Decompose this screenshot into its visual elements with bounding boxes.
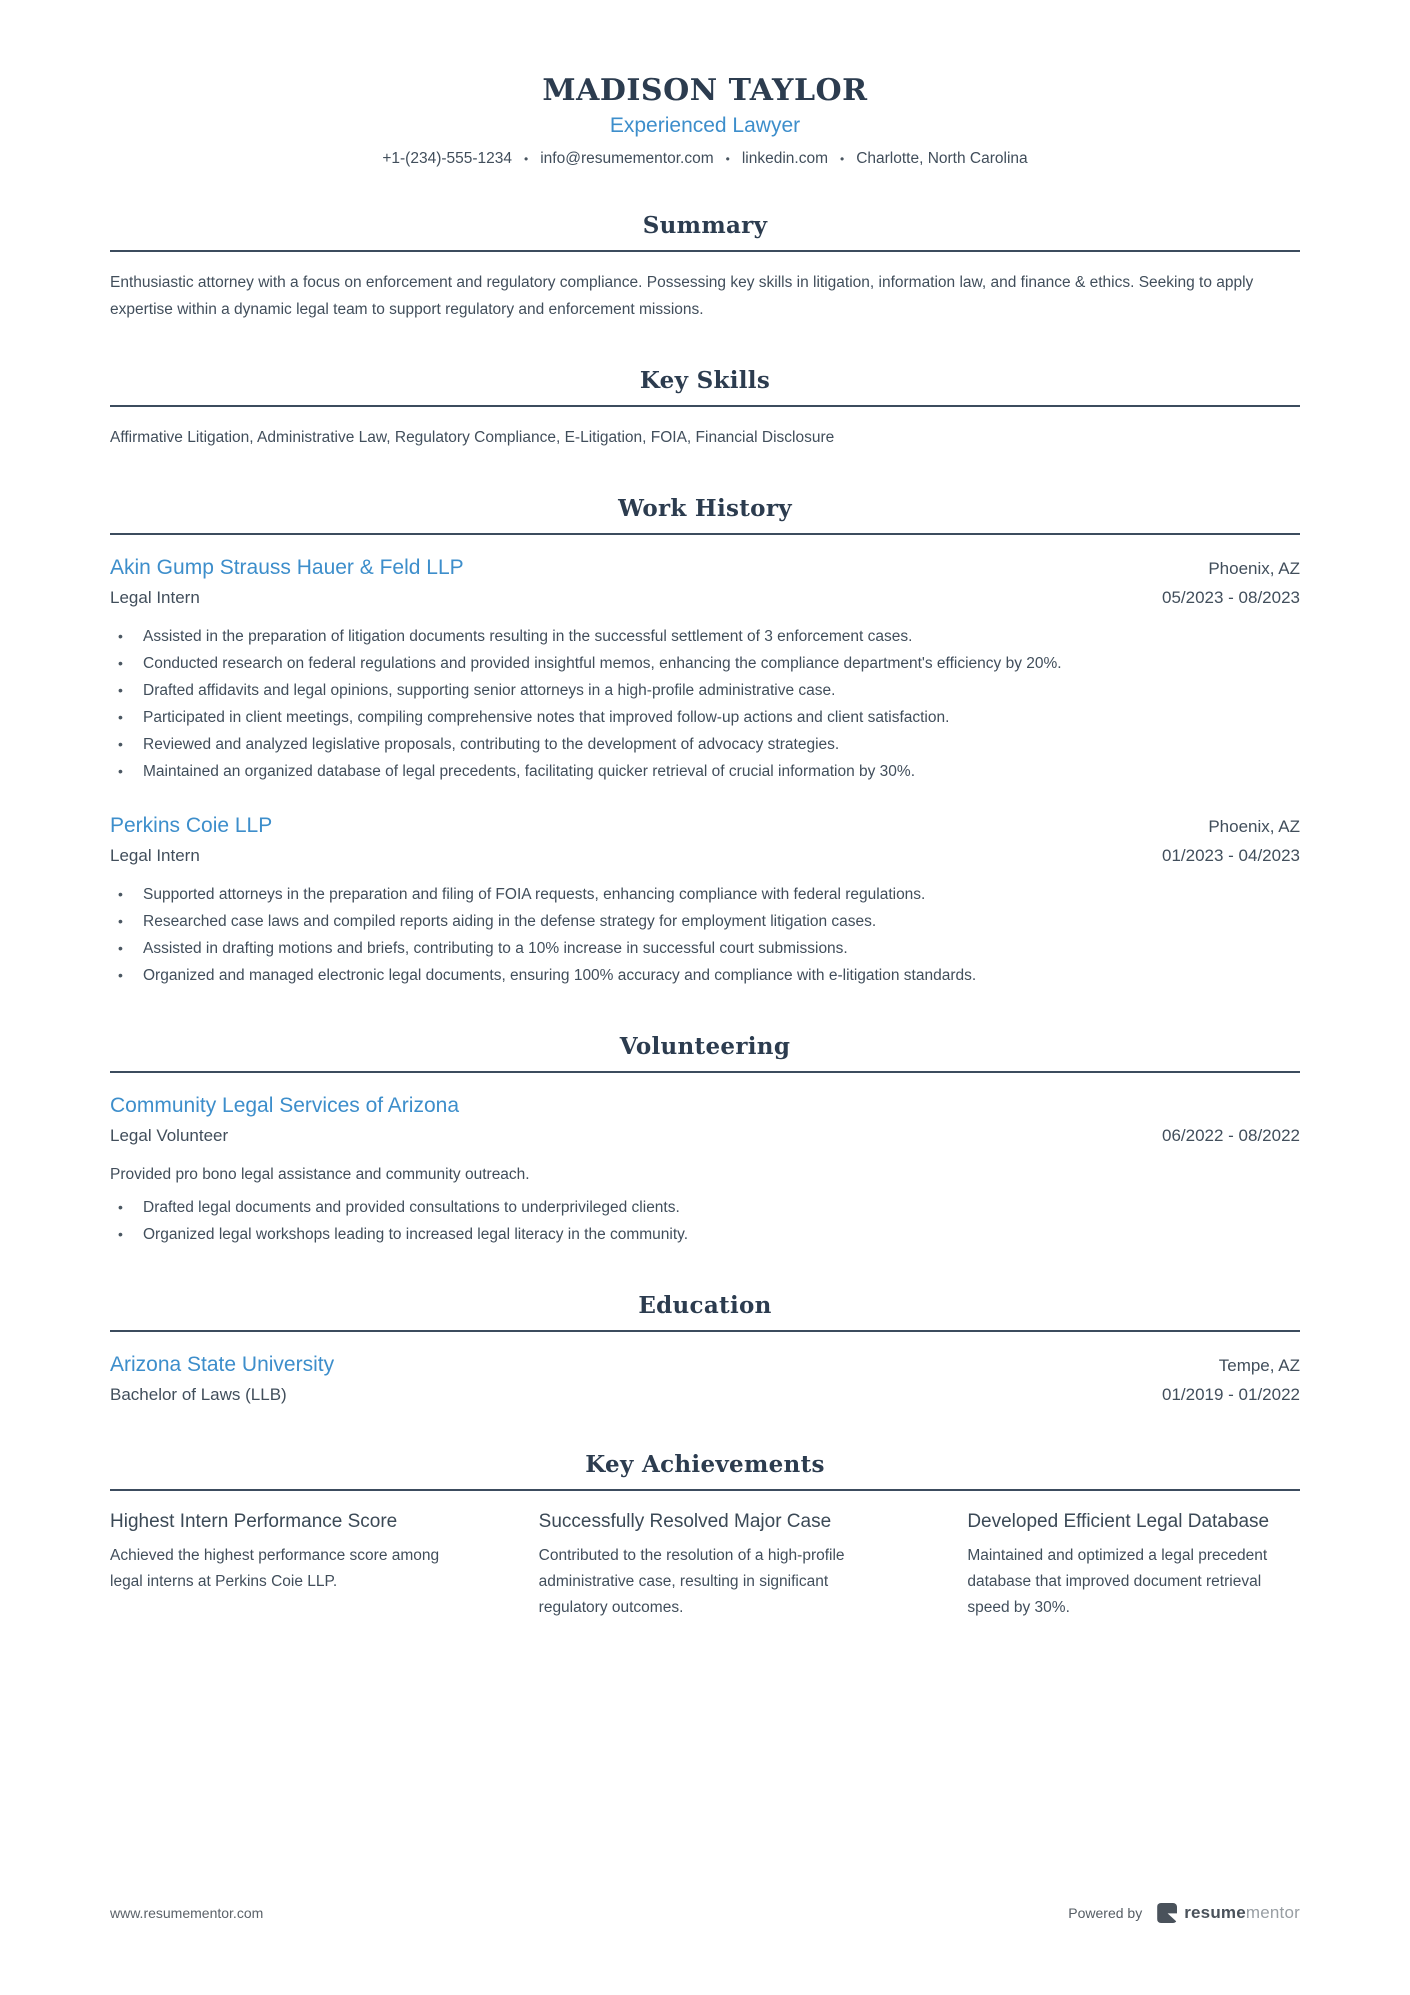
job-dates: 05/2023 - 08/2023 [1161, 588, 1300, 607]
section-divider [110, 1330, 1300, 1332]
bullet-item: • Drafted affidavits and legal opinions, supporting senior attorneys in a high-profile administrative case. [110, 677, 1300, 704]
achievement-title: Developed Efficient Legal Database [967, 1511, 1270, 1532]
linkedin-link: linkedin.com [741, 150, 828, 167]
job-location: Phoenix, AZ [1208, 817, 1300, 836]
job-location: Phoenix, AZ [1208, 559, 1300, 578]
bullet-item: • Conducted research on federal regulations and provided insightful memos, enhancing the compliance department's efficiency by 20%. [110, 650, 1300, 677]
degree-name: Bachelor of Laws (LLB) [110, 1385, 287, 1404]
page-footer [0, 1903, 1410, 1995]
footer-website-link: www.resumementor.com [110, 1905, 264, 1921]
achievement-title: Highest Intern Performance Score [110, 1511, 398, 1532]
achievement-text: Contributed to the resolution of a high-profile administrative case, resulting in significant regulatory outcomes. [538, 1547, 845, 1616]
summary-text: Enthusiastic attorney with a focus on enforcement and regulatory compliance. Possessing key skills in litigation, information law, and finance & ethics. Seeking to apply expertise within a dynamic legal team to support regulatory and enforcement missions. [110, 274, 1254, 318]
powered-by-badge [1068, 1903, 1300, 1923]
job-dates: 01/2023 - 04/2023 [1161, 846, 1300, 865]
job-entry [110, 812, 1300, 989]
contact-line [110, 150, 1300, 168]
job-role: Legal Intern [110, 846, 200, 865]
section-divider [110, 533, 1300, 535]
section-divider [110, 1489, 1300, 1491]
section-heading-education: Education [638, 1292, 772, 1319]
volunteer-role: Legal Volunteer [110, 1126, 229, 1145]
achievement-item [967, 1509, 1300, 1621]
section-divider [110, 1071, 1300, 1073]
company-name: Perkins Coie LLP [110, 814, 273, 837]
bullet-item: • Researched case laws and compiled reports aiding in the defense strategy for employment litigation cases. [110, 908, 1300, 935]
resumementor-logo-icon [1157, 1903, 1177, 1923]
key-skills-text: Affirmative Litigation, Administrative Law, Regulatory Compliance, E-Litigation, FOIA, Financial Disclosure [110, 429, 835, 446]
volunteer-bullet-list [110, 1194, 1300, 1248]
bullet-item: • Assisted in drafting motions and briefs, contributing to a 10% increase in successful court submissions. [110, 935, 1300, 962]
resumementor-logo-text [1184, 1903, 1300, 1923]
separator-dot: • [524, 152, 529, 166]
logo-text-bold: resume [1184, 1903, 1246, 1922]
bullet-item: • Maintained an organized database of legal precedents, facilitating quicker retrieval of crucial information by 30%. [110, 758, 1300, 785]
bullet-item: • Participated in client meetings, compiling comprehensive notes that improved follow-up actions and client satisfaction. [110, 704, 1300, 731]
education-entry [110, 1351, 1300, 1407]
education-dates: 01/2019 - 01/2022 [1161, 1385, 1300, 1404]
email-address: info@resumementor.com [540, 150, 714, 167]
organization-name: Community Legal Services of Arizona [110, 1094, 459, 1117]
achievement-title: Successfully Resolved Major Case [538, 1511, 832, 1532]
section-heading-key-skills: Key Skills [639, 367, 771, 394]
phone-number: +1-(234)-555-1234 [382, 150, 513, 167]
separator-dot: • [725, 152, 730, 166]
location-text: Charlotte, North Carolina [856, 150, 1028, 167]
person-title: Experienced Lawyer [609, 114, 801, 137]
achievement-text: Achieved the highest performance score among legal interns at Perkins Coie LLP. [110, 1547, 440, 1590]
school-location: Tempe, AZ [1218, 1356, 1300, 1375]
bullet-item: • Assisted in the preparation of litigation documents resulting in the successful settlement of 3 enforcement cases. [110, 623, 1300, 650]
bullet-item: • Drafted legal documents and provided consultations to underprivileged clients. [110, 1194, 1300, 1221]
section-heading-key-achievements: Key Achievements [585, 1451, 825, 1478]
company-name: Akin Gump Strauss Hauer & Feld LLP [110, 556, 464, 579]
school-name: Arizona State University [110, 1353, 335, 1376]
section-heading-summary: Summary [642, 212, 768, 239]
job-bullet-list [110, 623, 1300, 785]
separator-dot: • [839, 152, 845, 166]
bullet-item: • Organized legal workshops leading to increased legal literacy in the community. [110, 1221, 1300, 1248]
job-role: Legal Intern [110, 588, 200, 607]
bullet-item: • Supported attorneys in the preparation and filing of FOIA requests, enhancing compliance with federal regulations. [110, 881, 1300, 908]
volunteer-entry [110, 1092, 1300, 1248]
achievement-item [110, 1509, 443, 1621]
person-name: MADISON TAYLOR [542, 73, 868, 108]
section-divider [110, 405, 1300, 407]
volunteer-description: Provided pro bono legal assistance and community outreach. [110, 1166, 530, 1183]
job-bullet-list [110, 881, 1300, 989]
achievement-item [539, 1509, 872, 1621]
section-heading-volunteering: Volunteering [619, 1033, 791, 1060]
logo-text-light: mentor [1245, 1903, 1300, 1922]
section-divider [110, 250, 1300, 252]
job-entry [110, 554, 1300, 785]
volunteer-dates: 06/2022 - 08/2022 [1161, 1126, 1300, 1145]
bullet-item: • Reviewed and analyzed legislative proposals, contributing to the development of advocacy strategies. [110, 731, 1300, 758]
bullet-item: • Organized and managed electronic legal documents, ensuring 100% accuracy and compliance with e-litigation standards. [110, 962, 1300, 989]
achievement-text: Maintained and optimized a legal precedent database that improved document retrieval speed by 30%. [967, 1547, 1268, 1616]
powered-by-label: Powered by [1068, 1905, 1143, 1921]
achievements-grid [110, 1509, 1300, 1621]
section-heading-work-history: Work History [618, 495, 792, 522]
